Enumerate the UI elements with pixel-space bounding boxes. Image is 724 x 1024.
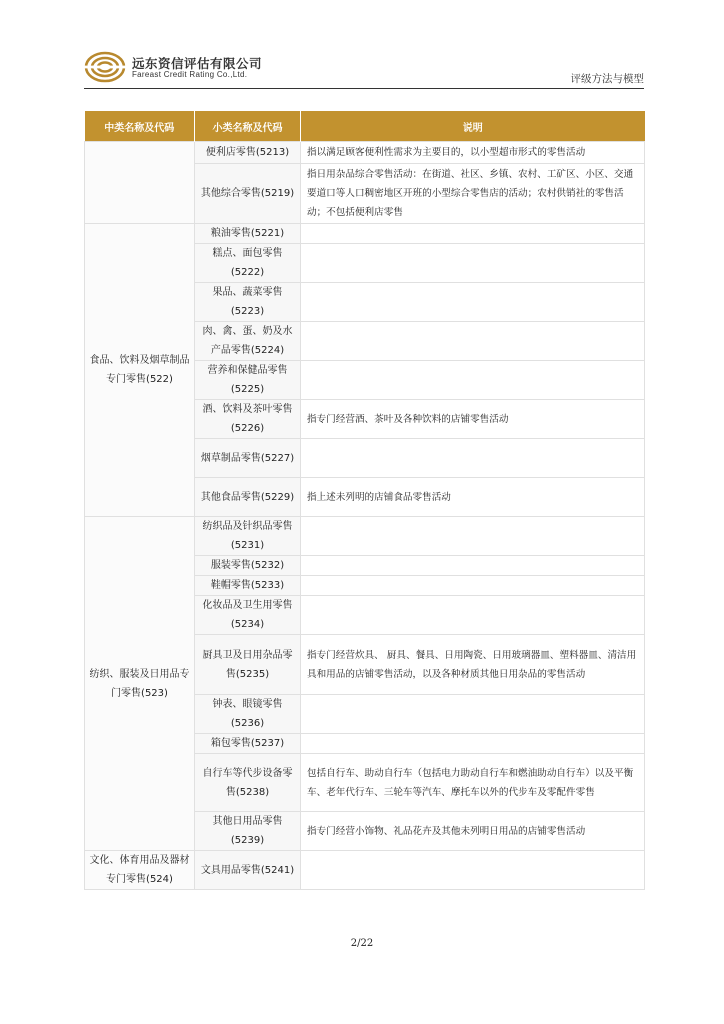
description-cell: 指专门经营小饰物、礼品花卉及其他未列明日用品的店铺零售活动 (301, 812, 645, 851)
company-logo-icon (84, 50, 126, 84)
sub-category-cell: 自行车等代步设备零售(5238) (195, 754, 301, 812)
sub-category-cell: 粮油零售(5221) (195, 224, 301, 244)
table-row (85, 517, 645, 556)
sub-category-cell: 鞋帽零售(5233) (195, 576, 301, 596)
sub-category-cell: 果品、蔬菜零售(5223) (195, 283, 301, 322)
middle-category-cell: 食品、饮料及烟草制品专门零售(522) (85, 224, 195, 517)
description-cell (301, 283, 645, 322)
description-cell (301, 596, 645, 635)
classification-table (84, 111, 645, 890)
sub-category-cell: 文具用品零售(5241) (195, 851, 301, 890)
table-row (85, 142, 645, 164)
description-cell: 包括自行车、助动自行车（包括电力助动自行车和燃油助动自行车）以及平衡车、老年代行车、三轮车等汽车、摩托车以外的代步车及零配件零售 (301, 754, 645, 812)
description-cell (301, 439, 645, 478)
sub-category-cell: 厨具卫及日用杂品零售(5235) (195, 635, 301, 695)
sub-category-cell: 酒、饮料及茶叶零售(5226) (195, 400, 301, 439)
document-title: 评级方法与模型 (570, 73, 644, 85)
sub-category-cell: 营养和保健品零售(5225) (195, 361, 301, 400)
page-header (84, 48, 644, 88)
description-cell: 指日用杂品综合零售活动：在街道、社区、乡镇、农村、工矿区、小区、交通要道口等人口稠密地区开班的小型综合零售店的活动；农村供销社的零售活动；不包括便利店零售 (301, 164, 645, 224)
col-header-sub: 小类名称及代码 (195, 111, 301, 142)
description-cell (301, 322, 645, 361)
table-header-row (85, 111, 645, 142)
sub-category-cell: 箱包零售(5237) (195, 734, 301, 754)
description-cell (301, 244, 645, 283)
table-row (85, 224, 645, 244)
sub-category-cell: 其他食品零售(5229) (195, 478, 301, 517)
description-cell (301, 576, 645, 596)
description-cell (301, 224, 645, 244)
sub-category-cell: 烟草制品零售(5227) (195, 439, 301, 478)
sub-category-cell: 钟表、眼镜零售(5236) (195, 695, 301, 734)
col-header-desc: 说明 (301, 111, 645, 142)
description-cell (301, 734, 645, 754)
sub-category-cell: 化妆品及卫生用零售(5234) (195, 596, 301, 635)
sub-category-cell: 纺织品及针织品零售(5231) (195, 517, 301, 556)
sub-category-cell: 其他日用品零售(5239) (195, 812, 301, 851)
description-cell (301, 556, 645, 576)
sub-category-cell: 其他综合零售(5219) (195, 164, 301, 224)
description-cell: 指上述未列明的店铺食品零售活动 (301, 478, 645, 517)
description-cell (301, 361, 645, 400)
description-cell (301, 517, 645, 556)
description-cell: 指专门经营酒、茶叶及各种饮料的店铺零售活动 (301, 400, 645, 439)
company-name-en: Fareast Credit Rating Co.,Ltd. (132, 70, 248, 79)
middle-category-cell (85, 142, 195, 224)
table-row (85, 851, 645, 890)
middle-category-cell: 纺织、服装及日用品专门零售(523) (85, 517, 195, 851)
description-cell (301, 851, 645, 890)
middle-category-cell: 文化、体育用品及器材专门零售(524) (85, 851, 195, 890)
header-rule (84, 88, 644, 89)
sub-category-cell: 糕点、面包零售(5222) (195, 244, 301, 283)
sub-category-cell: 肉、禽、蛋、奶及水产品零售(5224) (195, 322, 301, 361)
description-cell: 指以满足顾客便利性需求为主要目的，以小型超市形式的零售活动 (301, 142, 645, 164)
company-name-cn: 远东资信评估有限公司 (132, 56, 263, 71)
description-cell: 指专门经营炊具、 厨具、餐具、日用陶瓷、日用玻璃器皿、塑料器皿、清洁用具和用品的店铺零售活动，以及各种材质其他日用杂品的零售活动 (301, 635, 645, 695)
sub-category-cell: 服装零售(5232) (195, 556, 301, 576)
page-number: 2/22 (350, 938, 374, 949)
description-cell (301, 695, 645, 734)
sub-category-cell: 便利店零售(5213) (195, 142, 301, 164)
col-header-middle: 中类名称及代码 (85, 111, 195, 142)
